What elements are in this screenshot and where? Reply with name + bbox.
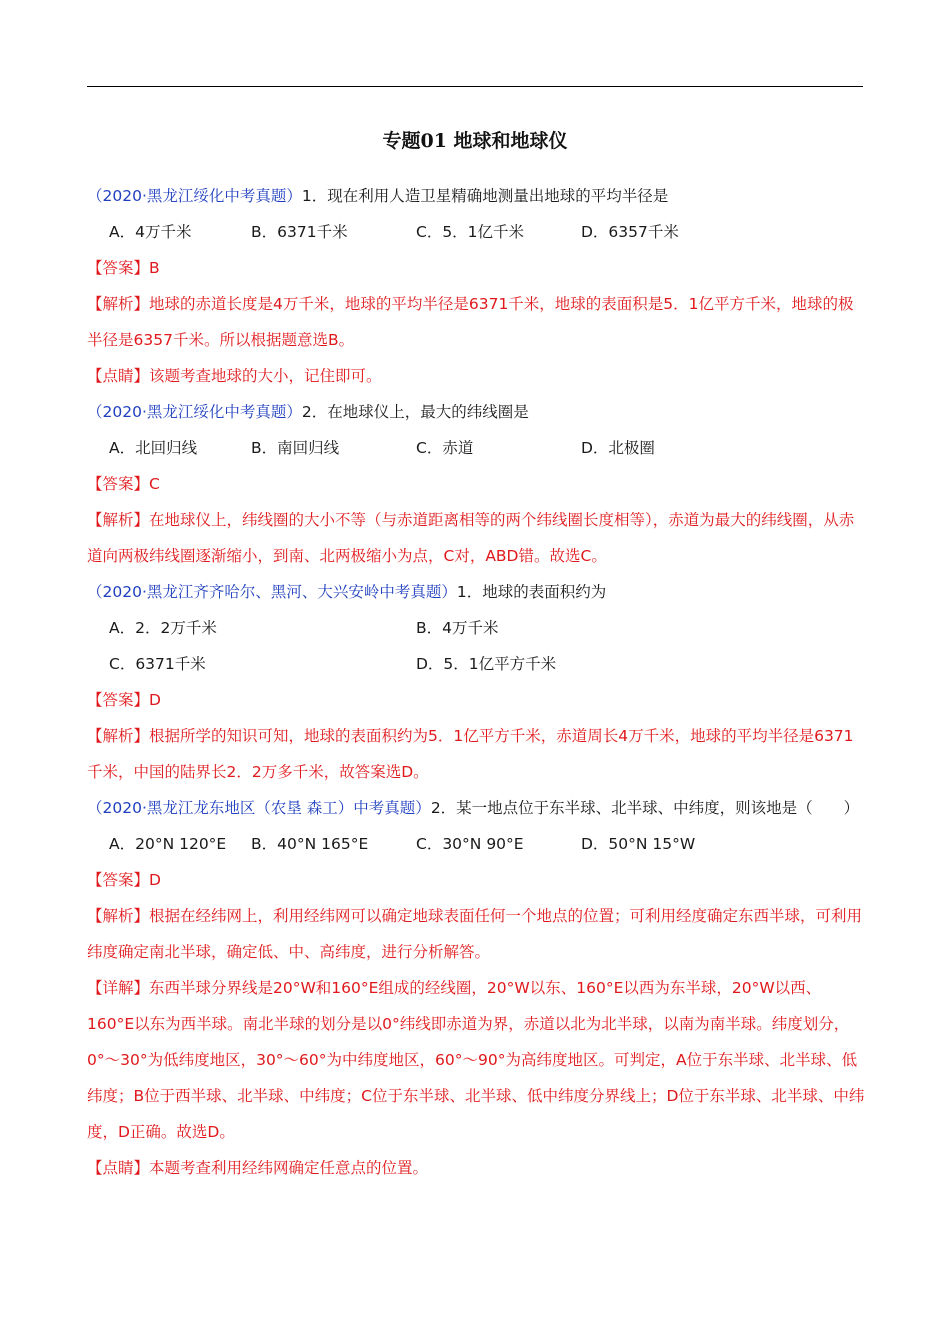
question-source: （2020·黑龙江齐齐哈尔、黑河、大兴安岭中考真题） — [87, 583, 457, 601]
option-a: A．20°N 120°E — [109, 835, 227, 853]
option-a: A．北回归线 — [109, 439, 198, 457]
option-b: B．南回归线 — [251, 439, 340, 457]
option-c: C．30°N 90°E — [416, 835, 524, 853]
question-2 — [87, 394, 865, 430]
analysis: 【解析】根据所学的知识可知，地球的表面积约为5．1亿平方千米，赤道周长4万千米，地球的平均半径是6371千米，中国的陆界长2．2万多千米，故答案选D。 — [87, 727, 854, 781]
option-a: A．2．2万千米 — [109, 619, 217, 637]
answer: 【答案】D — [87, 691, 161, 709]
question-source: （2020·黑龙江龙东地区（农垦 森工）中考真题） — [87, 799, 431, 817]
option-a: A．4万千米 — [109, 223, 192, 241]
option-d: D．5．1亿平方千米 — [416, 655, 557, 673]
options-row — [87, 430, 865, 466]
question-3 — [87, 574, 865, 610]
question-source: （2020·黑龙江绥化中考真题） — [87, 403, 302, 421]
option-c: C．赤道 — [416, 439, 474, 457]
option-d: D．6357千米 — [581, 223, 679, 241]
page-title: 专题01 地球和地球仪 — [382, 130, 568, 152]
document-body — [87, 178, 865, 1186]
question-stem: 2．在地球仪上，最大的纬线圈是 — [301, 403, 529, 421]
question-stem: 1．现在利用人造卫星精确地测量出地球的平均半径是 — [301, 187, 669, 205]
question-stem: 1．地球的表面积约为 — [456, 583, 607, 601]
option-d: D．北极圈 — [581, 439, 655, 457]
question-stem: 2．某一地点位于东半球、北半球、中纬度，则该地是（ ） — [430, 799, 860, 817]
answer: 【答案】D — [87, 871, 161, 889]
detail: 【详解】东西半球分界线是20°W和160°E组成的经线圈，20°W以东、160°E以西为东半球，20°W以西、160°E以东为西半球。南北半球的划分是以0°纬线即赤道为界，赤道以北为北半球，以南为南半球。纬度划分，0°～30°为低纬度地区，30°～60°为中纬度地区，60°～90°为高纬度地区。可判定，A位于东半球、北半球、低纬度；B位于西半球、北半球、中纬度；C位于东半球、北半球、低中纬度分界线上；D位于东半球、北半球、中纬度，D正确。故选D。 — [87, 979, 865, 1141]
comment: 【点睛】本题考查利用经纬网确定任意点的位置。 — [87, 1159, 429, 1177]
option-b: B．40°N 165°E — [251, 835, 369, 853]
question-source: （2020·黑龙江绥化中考真题） — [87, 187, 302, 205]
option-c: C．6371千米 — [109, 655, 206, 673]
comment: 【点睛】该题考查地球的大小，记住即可。 — [87, 367, 382, 385]
analysis: 【解析】在地球仪上，纬线圈的大小不等（与赤道距离相等的两个纬线圈长度相等），赤道为最大的纬线圈，从赤道向两极纬线圈逐渐缩小，到南、北两极缩小为点，C对，ABD错。故选C。 — [87, 511, 855, 565]
answer: 【答案】C — [87, 475, 160, 493]
analysis: 【解析】地球的赤道长度是4万千米，地球的平均半径是6371千米，地球的表面积是5．1亿平方千米，地球的极半径是6357千米。所以根据题意选B。 — [87, 295, 854, 349]
options-row — [87, 826, 865, 862]
answer: 【答案】B — [87, 259, 160, 277]
options-row — [87, 646, 865, 682]
question-1 — [87, 178, 865, 214]
options-row — [87, 214, 865, 250]
question-4 — [87, 790, 865, 826]
option-b: B．4万千米 — [416, 619, 499, 637]
option-d: D．50°N 15°W — [581, 835, 696, 853]
options-row — [87, 610, 865, 646]
option-c: C．5．1亿千米 — [416, 223, 525, 241]
analysis: 【解析】根据在经纬网上，利用经纬网可以确定地球表面任何一个地点的位置；可利用经度确定东西半球，可利用纬度确定南北半球，确定低、中、高纬度，进行分析解答。 — [87, 907, 863, 961]
header-rule — [87, 86, 863, 87]
option-b: B．6371千米 — [251, 223, 348, 241]
